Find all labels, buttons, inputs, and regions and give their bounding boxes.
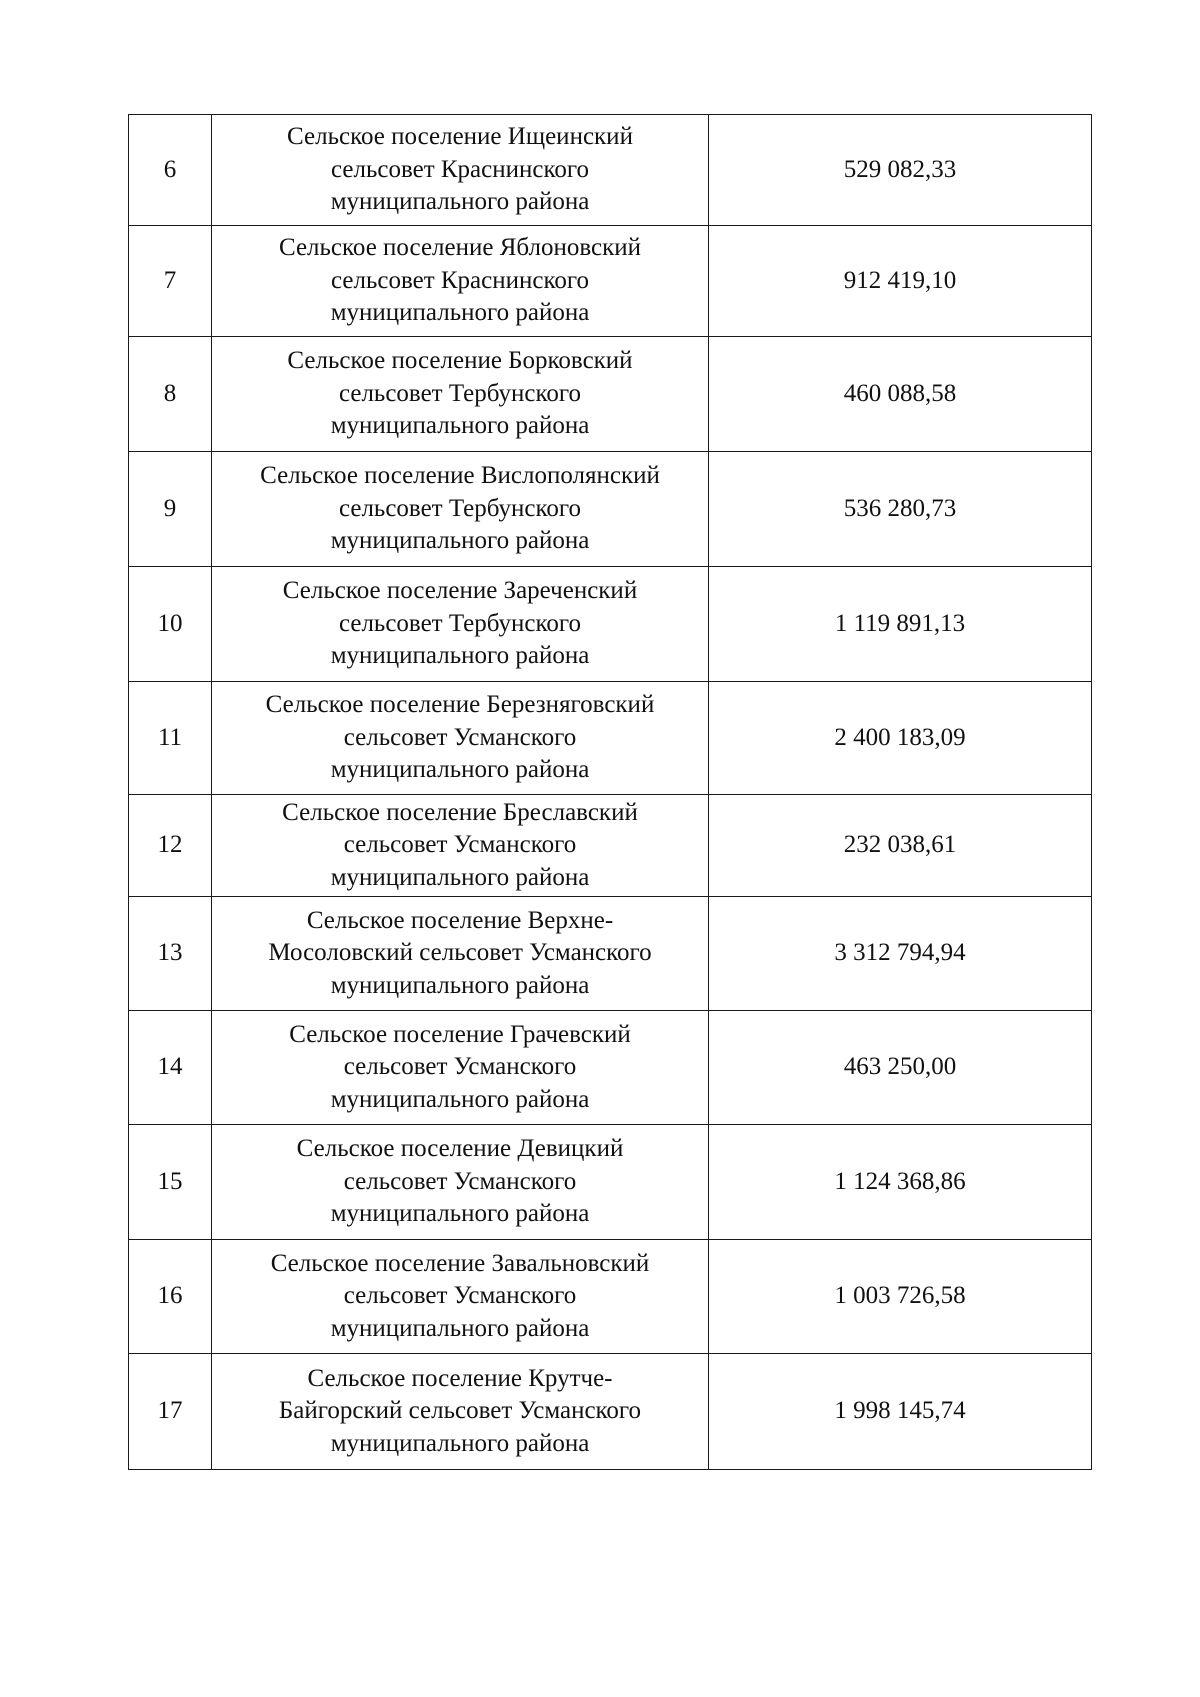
table-row — [129, 115, 1092, 226]
settlement-name-line: сельсовет Тербунского — [338, 379, 582, 407]
settlement-name-line: сельсовет Усманского — [343, 1282, 577, 1310]
settlements-table — [128, 114, 1092, 1470]
settlement-name-line: муниципального района — [330, 188, 590, 216]
settlement-name-line: Сельское поселение Борковский — [287, 347, 633, 375]
amount-value: 1 124 368,86 — [709, 1125, 1092, 1240]
row-number: 12 — [129, 795, 212, 897]
amount-value: 460 088,58 — [709, 337, 1092, 452]
settlement-name — [212, 452, 709, 567]
amount-value: 463 250,00 — [709, 1011, 1092, 1125]
settlement-name — [212, 226, 709, 337]
row-number: 11 — [129, 682, 212, 795]
settlement-name — [212, 1240, 709, 1354]
table-body — [129, 115, 1092, 1470]
settlement-name-line: Сельское поселение Березняговский — [265, 691, 655, 719]
row-number: 7 — [129, 226, 212, 337]
settlement-name-line: муниципального района — [330, 756, 590, 784]
amount-value: 1 119 891,13 — [709, 567, 1092, 682]
settlement-name-line: муниципального района — [330, 642, 590, 670]
amount-value: 912 419,10 — [709, 226, 1092, 337]
settlement-name-line: Сельское поселение Вислополянский — [260, 462, 660, 490]
table-row — [129, 1125, 1092, 1240]
table-row — [129, 795, 1092, 897]
table-row — [129, 682, 1092, 795]
settlement-name-line: Сельское поселение Крутче- — [307, 1364, 613, 1392]
row-number: 8 — [129, 337, 212, 452]
settlement-name-line: муниципального района — [330, 971, 590, 999]
settlement-name — [212, 897, 709, 1011]
amount-value: 529 082,33 — [709, 115, 1092, 226]
settlement-name — [212, 567, 709, 682]
settlement-name-line: Сельское поселение Зареченский — [282, 577, 638, 605]
settlement-name-line: сельсовет Тербунского — [338, 609, 582, 637]
settlement-name-line: сельсовет Усманского — [343, 831, 577, 859]
settlement-name-line: муниципального района — [330, 299, 590, 327]
settlement-name-line: сельсовет Усманского — [343, 1053, 577, 1081]
table-row — [129, 1354, 1092, 1470]
table-row — [129, 1240, 1092, 1354]
row-number: 14 — [129, 1011, 212, 1125]
settlement-name-line: Сельское поселение Яблоновский — [278, 234, 642, 262]
table-row — [129, 226, 1092, 337]
settlement-name-line: сельсовет Усманского — [343, 723, 577, 751]
settlement-name-line: муниципального района — [330, 863, 590, 891]
settlement-name-line: Сельское поселение Девицкий — [296, 1135, 624, 1163]
table-row — [129, 567, 1092, 682]
amount-value: 232 038,61 — [709, 795, 1092, 897]
settlement-name — [212, 682, 709, 795]
row-number: 13 — [129, 897, 212, 1011]
settlement-name-line: Сельское поселение Бреславский — [282, 798, 638, 826]
settlement-name-line: Сельское поселение Завальновский — [270, 1249, 650, 1277]
settlement-name-line: Сельское поселение Верхне- — [306, 906, 614, 934]
settlement-name-line: муниципального района — [330, 1085, 590, 1113]
settlement-name — [212, 795, 709, 897]
row-number: 6 — [129, 115, 212, 226]
settlement-name — [212, 1354, 709, 1470]
row-number: 17 — [129, 1354, 212, 1470]
amount-value: 1 998 145,74 — [709, 1354, 1092, 1470]
settlement-name-line: Сельское поселение Грачевский — [289, 1020, 631, 1048]
settlement-name-line: муниципального района — [330, 1314, 590, 1342]
table-row — [129, 1011, 1092, 1125]
amount-value: 536 280,73 — [709, 452, 1092, 567]
settlement-name-line: Байгорский сельсовет Усманского — [278, 1397, 642, 1425]
row-number: 16 — [129, 1240, 212, 1354]
amount-value: 3 312 794,94 — [709, 897, 1092, 1011]
settlement-name — [212, 337, 709, 452]
amount-value: 2 400 183,09 — [709, 682, 1092, 795]
row-number: 9 — [129, 452, 212, 567]
settlement-name — [212, 1125, 709, 1240]
row-number: 10 — [129, 567, 212, 682]
settlement-name-line: сельсовет Краснинского — [330, 155, 589, 183]
table-row — [129, 337, 1092, 452]
settlement-name-line: сельсовет Краснинского — [330, 266, 589, 294]
settlement-name-line: Мосоловский сельсовет Усманского — [268, 939, 652, 967]
settlement-name-line: муниципального района — [330, 1429, 590, 1457]
settlement-name — [212, 115, 709, 226]
table-row — [129, 452, 1092, 567]
settlement-name-line: сельсовет Усманского — [343, 1167, 577, 1195]
settlement-name-line: Сельское поселение Ищеинский — [287, 123, 633, 151]
row-number: 15 — [129, 1125, 212, 1240]
settlement-name-line: муниципального района — [330, 412, 590, 440]
table-row — [129, 897, 1092, 1011]
settlement-name-line: сельсовет Тербунского — [338, 494, 582, 522]
settlement-name — [212, 1011, 709, 1125]
settlement-name-line: муниципального района — [330, 527, 590, 555]
settlement-name-line: муниципального района — [330, 1200, 590, 1228]
amount-value: 1 003 726,58 — [709, 1240, 1092, 1354]
